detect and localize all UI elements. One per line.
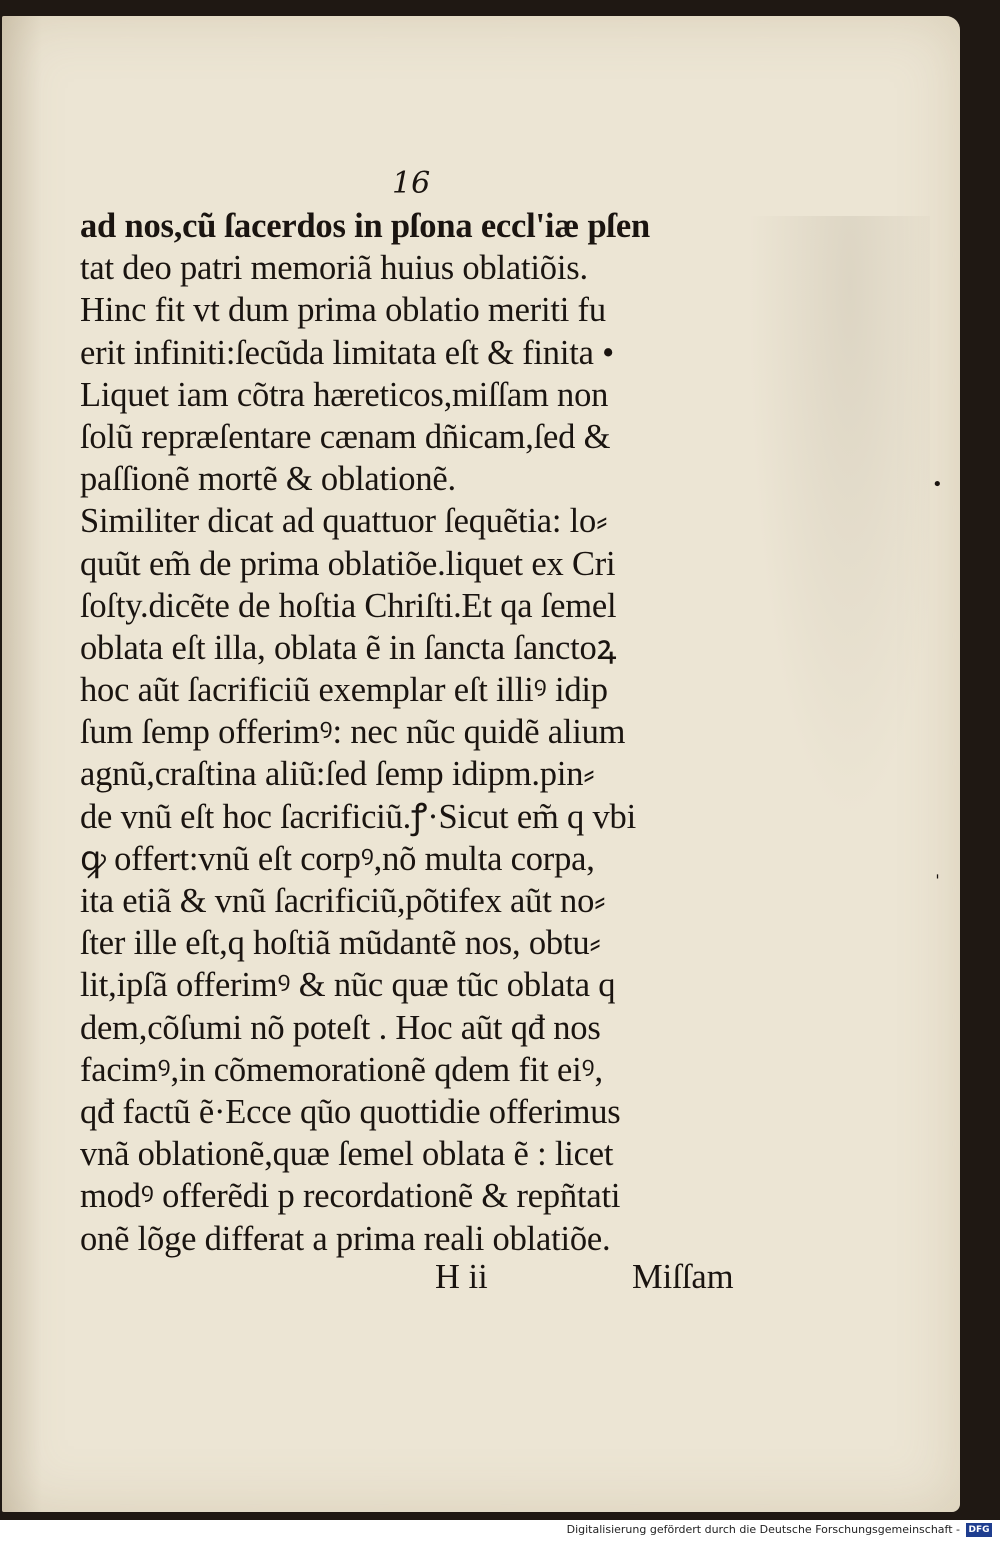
text-line: lit,ipſã offerimꝰ & nũc quæ tũc oblata q — [80, 966, 616, 1005]
text-line: ita etiã & vnũ ſacrificiũ,põtifex aũt no⸗ — [80, 882, 606, 920]
text-line: ſum ſemp offerimꝰ: nec nũc quidẽ alium — [80, 713, 626, 752]
text-line: Similiter dicat ad quattuor ſequẽtia: lo⸗ — [80, 502, 608, 541]
text-line: ſter ille eſt,q hoſtiã mũdantẽ nos, obtu⸗ — [80, 924, 601, 963]
text-line: facimꝰ,in cõmemorationẽ qdem fit eiꝰ, — [80, 1050, 603, 1089]
text-line: onẽ lõge differat a prima reali oblatiõe. — [80, 1219, 611, 1258]
footer-bar — [0, 1520, 1000, 1542]
text-line: Liquet iam cõtra hæreticos,miſſam non — [80, 375, 609, 414]
dfg-logo: DFG — [966, 1523, 992, 1537]
text-line: ꝙ offert:vnũ eſt corpꝰ,nõ multa corpa, — [80, 839, 595, 878]
text-line: dem,cõſumi nõ poteſt . Hoc aũt qđ nos — [80, 1008, 601, 1047]
text-line: de vnũ eſt hoc ſacrificiũ.ꝭ·Sicut em̃ q vbi — [80, 797, 636, 836]
ink-speck: • — [932, 474, 943, 495]
ink-bleed-through — [730, 216, 930, 916]
text-line: paſſionẽ mortẽ & oblationẽ. — [80, 460, 456, 499]
text-line: agnũ,craſtina aliũ:ſed ſemp idipm.pin⸗ — [80, 755, 595, 794]
text-line: erit infiniti:ſecũda limitata eſt & finita • — [80, 333, 615, 372]
text-line: ſoſty.dicẽte de hoſtia Chriſti.Et qa ſemel — [80, 586, 617, 625]
text-line: ſolũ repræſentare cænam dñicam,ſed & — [80, 417, 611, 456]
text-line: tat deo patri memoriã huius oblatiõis. — [80, 249, 588, 288]
main-text-block — [80, 205, 760, 1260]
catchword: Miſſam — [632, 1258, 734, 1296]
footer-credit: Digitalisierung gefördert durch die Deutsche Forschungsgemeinschaft - — [566, 1523, 960, 1536]
page-gutter-shadow — [2, 16, 42, 1512]
text-line: oblata eſt illa, oblata ẽ in ſancta ſanctoꝝ — [80, 628, 617, 667]
text-line: ad nos,cũ ſacerdos in pſona eccl'iæ pſen — [80, 207, 650, 245]
folio-number: 16 — [392, 166, 431, 201]
text-line: Hinc fit vt dum prima oblatio meriti fu — [80, 291, 606, 330]
signature-mark: H ii — [435, 1258, 488, 1296]
text-line: quũt em̃ de prima oblatiõe.liquet ex Cri — [80, 544, 616, 583]
text-line: vnã oblationẽ,quæ ſemel oblata ẽ : licet — [80, 1135, 614, 1174]
ink-speck: ˈ — [935, 872, 940, 893]
text-line: hoc aũt ſacrificiũ exemplar eſt illiꝰ idip — [80, 671, 608, 710]
text-line: qđ factũ ẽ·Ecce qũo quottidie offerimus — [80, 1092, 621, 1131]
text-line: modꝰ offerẽdi p recordationẽ & repñtati — [80, 1177, 621, 1216]
